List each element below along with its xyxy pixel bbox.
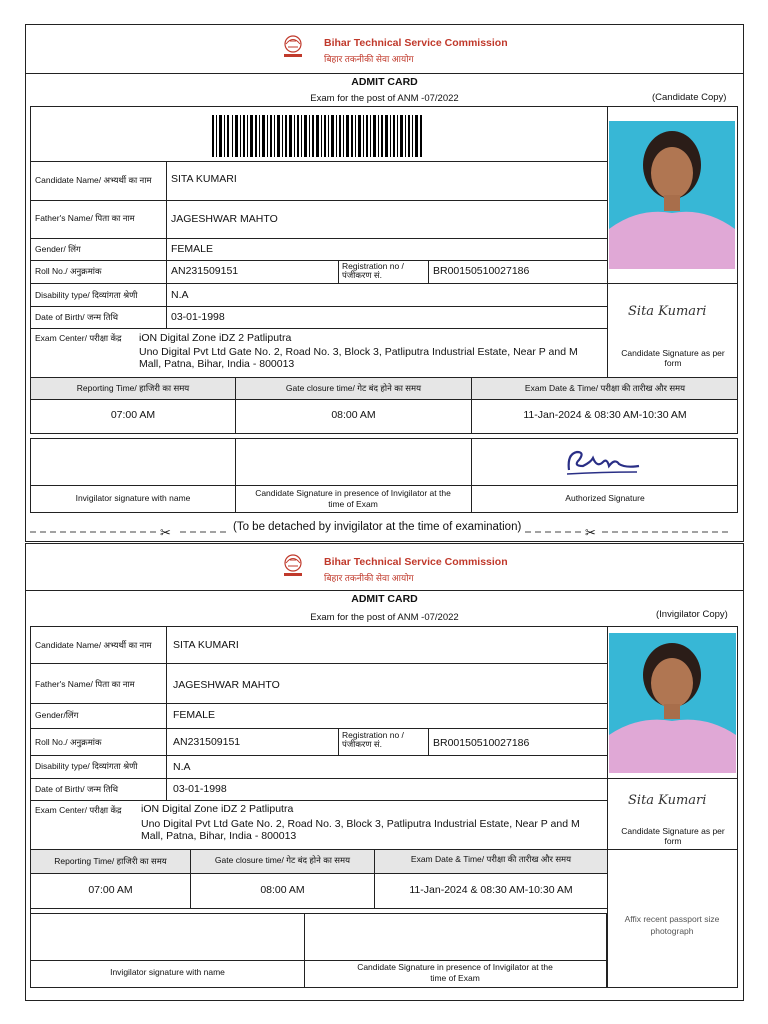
label-candidate-name: Candidate Name/ अभ्यर्थी का नाम	[35, 640, 152, 650]
value-dob: 03-01-1998	[173, 783, 227, 795]
value-disability: N.A	[173, 761, 191, 773]
label-cand-sig-invigilator: Candidate Signature in presence of Invigilator at the time of Exam	[357, 962, 553, 983]
label-roll: Roll No./ अनुक्रमांक	[35, 737, 102, 747]
label-registration: Registration no / पंजीकरण सं.	[342, 261, 404, 280]
value-center-address: Uno Digital Pvt Ltd Gate No. 2, Road No. 3, Block 3, Patliputra Industrial Estate, Near P and M Mall, Patna, Bihar, India - 800013	[141, 818, 580, 842]
value-center-name: iON Digital Zone iDZ 2 Patliputra	[139, 332, 292, 344]
label-exam-center: Exam Center/ परीक्षा केंद्र	[35, 805, 122, 815]
value-reporting: 07:00 AM	[88, 884, 133, 896]
org-name-en: Bihar Technical Service Commission	[324, 37, 508, 49]
label-cand-sig-invigilator: Candidate Signature in presence of Invigilator at the time of Exam	[255, 488, 451, 509]
value-disability: N.A	[171, 289, 189, 301]
value-center-name: iON Digital Zone iDZ 2 Patliputra	[141, 803, 294, 815]
org-name-en: Bihar Technical Service Commission	[324, 556, 508, 568]
value-father-name: JAGESHWAR MAHTO	[173, 679, 280, 691]
admit-card-title: ADMIT CARD	[351, 593, 418, 605]
copy-label: (Invigilator Copy)	[656, 609, 728, 620]
value-center-address: Uno Digital Pvt Ltd Gate No. 2, Road No. 3, Block 3, Patliputra Industrial Estate, Near P and M Mall, Patna, Bihar, India - 800013	[139, 346, 578, 370]
exam-post: Exam for the post of ANM -07/2022	[310, 93, 459, 104]
label-invigilator-sig: Invigilator signature with name	[75, 493, 191, 503]
value-candidate-name: SITA KUMARI	[173, 639, 239, 651]
label-invigilator-sig: Invigilator signature with name	[110, 967, 225, 977]
label-disability: Disability type/ दिव्यांगता श्रेणी	[35, 290, 138, 300]
value-gender: FEMALE	[173, 709, 216, 721]
header-exam-date: Exam Date & Time/ परीक्षा की तारीख और समय	[410, 854, 572, 864]
label-roll: Roll No./ अनुक्रमांक	[35, 266, 102, 276]
candidate-signature: Sita Kumari	[628, 304, 707, 319]
value-roll: AN231509151	[171, 265, 239, 277]
authorized-signature-mark	[563, 444, 643, 478]
label-gender: Gender/लिंग	[35, 710, 79, 720]
exam-post: Exam for the post of ANM -07/2022	[310, 612, 459, 623]
label-exam-center: Exam Center/ परीक्षा केंद्र	[35, 333, 122, 343]
label-candidate-sig-form: Candidate Signature as per form	[621, 348, 725, 368]
value-father-name: JAGESHWAR MAHTO	[171, 213, 278, 225]
header-reporting: Reporting Time/ हाजिरी का समय	[54, 856, 167, 866]
admit-card-title: ADMIT CARD	[351, 76, 418, 88]
candidate-signature: Sita Kumari	[628, 793, 707, 808]
label-disability: Disability type/ दिव्यांगता श्रेणी	[35, 761, 138, 771]
candidate-photo	[609, 633, 736, 773]
candidate-photo	[609, 121, 735, 269]
label-gender: Gender/ लिंग	[35, 244, 81, 254]
value-exam-date: 11-Jan-2024 & 08:30 AM-10:30 AM	[409, 884, 573, 896]
org-name-hi: बिहार तकनीकी सेवा आयोग	[324, 573, 414, 583]
detach-text: (To be detached by invigilator at the time of examination)	[233, 521, 522, 533]
label-registration: Registration no / पंजीकरण सं.	[342, 730, 404, 749]
label-authorized-sig: Authorized Signature	[565, 493, 645, 503]
scissors-icon: ✂	[585, 525, 596, 540]
header-reporting: Reporting Time/ हाजिरी का समय	[76, 383, 190, 393]
label-father-name: Father's Name/ पिता का नाम	[35, 213, 135, 223]
value-registration: BR00150510027186	[433, 737, 530, 749]
value-dob: 03-01-1998	[171, 311, 225, 323]
commission-logo-icon	[278, 552, 308, 584]
label-dob: Date of Birth/ जन्म तिथि	[35, 312, 119, 322]
header-exam-date: Exam Date & Time/ परीक्षा की तारीख और समय	[524, 383, 686, 393]
value-exam-date: 11-Jan-2024 & 08:30 AM-10:30 AM	[523, 409, 687, 421]
barcode	[212, 115, 422, 157]
label-candidate-sig-form: Candidate Signature as per form	[621, 826, 725, 846]
label-father-name: Father's Name/ पिता का नाम	[35, 679, 135, 689]
copy-label: (Candidate Copy)	[652, 92, 727, 103]
org-name-hi: बिहार तकनीकी सेवा आयोग	[324, 54, 414, 64]
value-candidate-name: SITA KUMARI	[171, 173, 237, 185]
affix-photo-note: Affix recent passport size photograph	[624, 914, 720, 936]
label-dob: Date of Birth/ जन्म तिथि	[35, 784, 119, 794]
value-reporting: 07:00 AM	[110, 409, 156, 421]
scissors-icon: ✂	[160, 525, 171, 540]
value-roll: AN231509151	[173, 736, 241, 748]
header-gate: Gate closure time/ गेट बंद होने का समय	[214, 855, 351, 865]
value-gate: 08:00 AM	[260, 884, 305, 896]
label-candidate-name: Candidate Name/ अभ्यर्थी का नाम	[35, 175, 152, 185]
value-gate: 08:00 AM	[331, 409, 376, 421]
commission-logo-icon	[278, 33, 308, 65]
value-gender: FEMALE	[171, 243, 214, 255]
value-registration: BR00150510027186	[433, 265, 530, 277]
header-gate: Gate closure time/ गेट बंद होने का समय	[285, 383, 422, 393]
